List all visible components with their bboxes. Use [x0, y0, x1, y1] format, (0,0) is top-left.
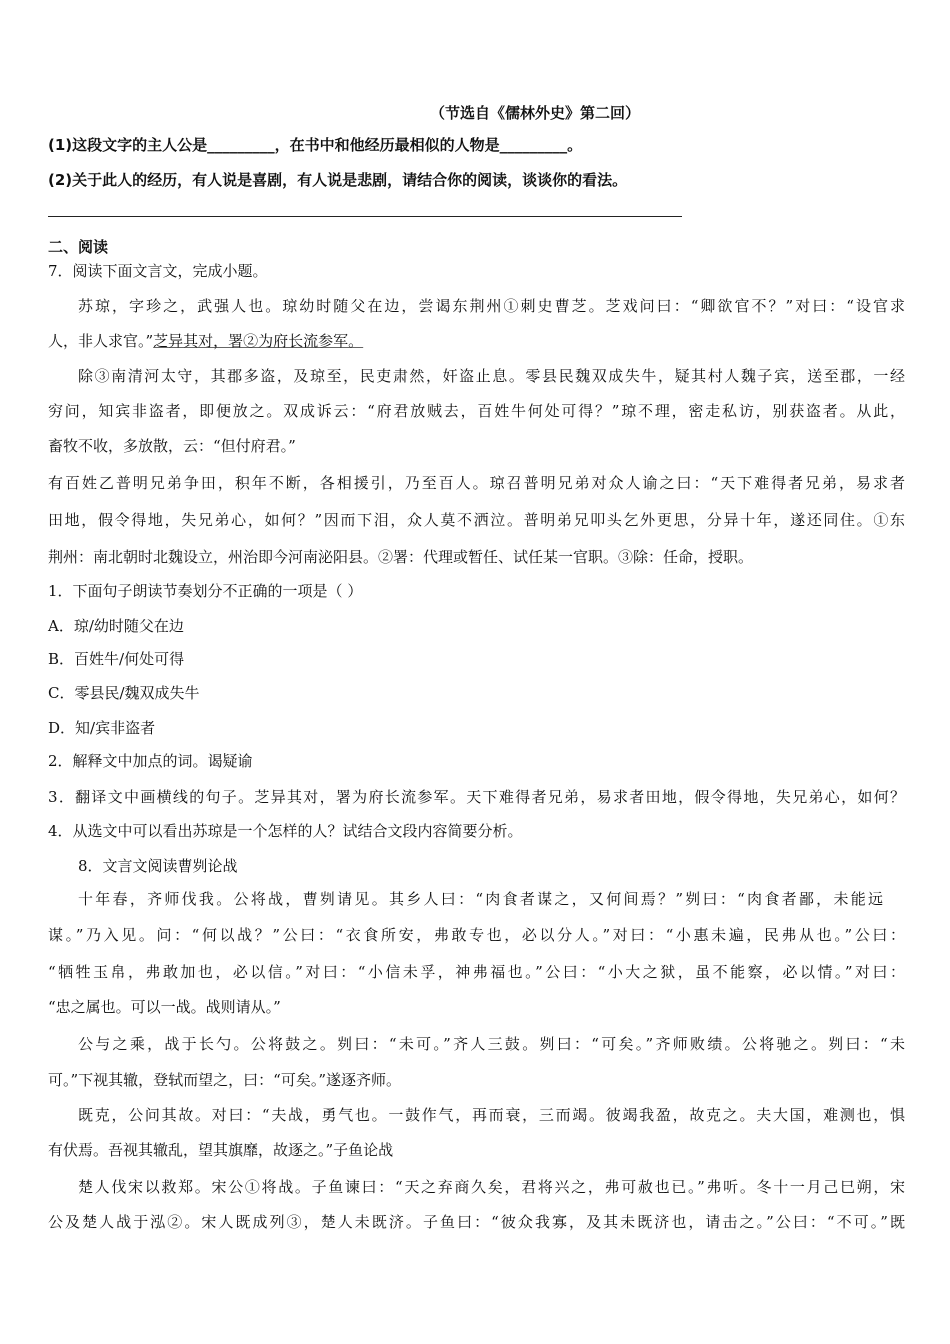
option-d: D．知/宾非盗者 — [48, 719, 156, 737]
option-a: A．琼/幼时随父在边 — [48, 617, 184, 635]
passage-line: 既克，公问其故。对曰：“夫战，勇气也。一鼓作气，再而衰，三而竭。彼竭我盈，故克之。夫大国，难测也，惧 — [78, 1106, 905, 1124]
answer-line — [48, 216, 682, 217]
passage-line: 公与之乘，战于长勺。公将鼓之。刿曰：“未可。”齐人三鼓。刿曰：“可矣。”齐师败绩。公将驰之。刿曰：“未 — [78, 1035, 905, 1053]
option-c: C．零县民/魏双成失牛 — [48, 684, 200, 702]
passage-line: 谋。”乃入见。问：“何以战？”公曰：“衣食所安，弗敢专也，必以分人。”对曰：“小惠未遍，民弗从也。”公曰： — [48, 926, 905, 944]
footnotes: 荆州：南北朝时北魏设立，州治即今河南泌阳县。②署：代理或暂任、试任某一官职。③除：任命，授职。 — [48, 548, 754, 566]
passage-line — [48, 332, 363, 350]
passage-line: 可。”下视其辙，登轼而望之，曰：“可矣。”遂逐齐师。 — [48, 1071, 402, 1089]
option-b: B．百姓牛/何处可得 — [48, 650, 185, 668]
sub-question-1: 1．下面句子朗读节奏划分不正确的一项是（ ） — [48, 582, 363, 600]
passage-line: 除③南清河太守，其郡多盗，及琼至，民吏肃然，奸盗止息。零县民魏双成失牛，疑其村人魏子宾，送至郡，一经 — [78, 367, 905, 385]
question-2: (2)关于此人的经历，有人说是喜剧，有人说是悲剧，请结合你的阅读，谈谈你的看法。 — [48, 171, 628, 189]
passage-line: 田地，假令得地，失兄弟心，如何？”因而下泪，众人莫不洒泣。普明弟兄叩头乞外更思，分异十年，遂还同住。①东 — [48, 511, 905, 529]
source-citation: （节选自《儒林外史》第二回） — [430, 104, 641, 122]
sub-question-3: 3．翻译文中画横线的句子。芝异其对，署为府长流参军。天下难得者兄弟，易求者田地，假令得地，失兄弟心，如何？ — [48, 788, 905, 806]
passage-line: “牺牲玉帛，弗敢加也，必以信。”对曰：“小信未孚，神弗福也。”公曰：“小大之狱，虽不能察，必以情。”对曰： — [48, 963, 905, 981]
underlined-sentence: 芝异其对，署②为府长流参军。 — [153, 332, 364, 350]
question-7-title: 7．阅读下面文言文，完成小题。 — [48, 262, 268, 280]
sub-question-4: 4．从选文中可以看出苏琼是一个怎样的人？试结合文段内容简要分析。 — [48, 822, 523, 840]
passage-line: 十年春，齐师伐我。公将战，曹刿请见。其乡人曰：“肉食者谋之，又何间焉？”刿曰：“肉食者鄙，未能远 — [78, 890, 883, 908]
passage-line: 有伏焉。吾视其辙乱，望其旗靡，故逐之。”子鱼论战 — [48, 1141, 394, 1159]
passage-line: 畜牧不收，多放散，云：“但付府君。” — [48, 437, 296, 455]
sub-question-2: 2．解释文中加点的词。谒疑谕 — [48, 752, 253, 770]
question-8-title: 8．文言文阅读曹刿论战 — [78, 857, 238, 875]
passage-line: 穷问，知宾非盗者，即便放之。双成诉云：“府君放贼去，百姓牛何处可得？”琼不理，密走私访，别获盗者。从此， — [48, 402, 905, 420]
section-heading: 二、阅读 — [48, 238, 109, 256]
passage-text: 人，非人求官。” — [48, 332, 154, 350]
question-1: (1)这段文字的主人公是_________，在书中和他经历最相似的人物是_________。 — [48, 136, 583, 154]
passage-line: 苏琼，字珍之，武强人也。琼幼时随父在边，尝谒东荆州①刺史曹芝。芝戏问曰：“卿欲官不？”对曰：“设官求 — [78, 297, 905, 315]
passage-line: 有百姓乙普明兄弟争田，积年不断，各相援引，乃至百人。琼召普明兄弟对众人谕之曰：“天下难得者兄弟，易求者 — [48, 474, 905, 492]
passage-line: 公及楚人战于泓②。宋人既成列③，楚人未既济。子鱼曰：“彼众我寡，及其未既济也，请击之。”公曰：“不可。”既 — [48, 1213, 905, 1231]
passage-line: 楚人伐宋以救郑。宋公①将战。子鱼谏曰：“天之弃商久矣，君将兴之，弗可赦也已。”弗听。冬十一月己巳朔，宋 — [78, 1178, 905, 1196]
passage-line: “忠之属也。可以一战。战则请从。” — [48, 998, 281, 1016]
